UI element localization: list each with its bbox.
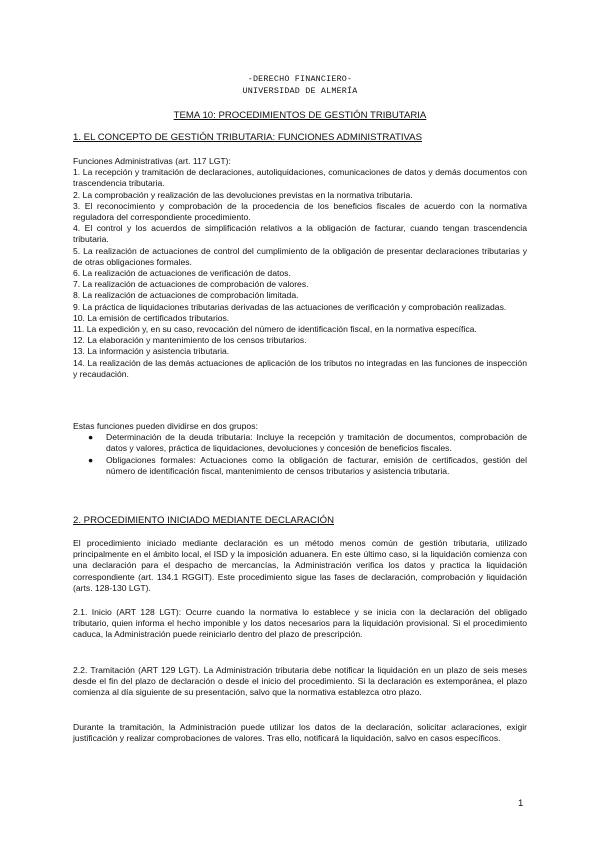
list-item: 3. El reconocimiento y comprobación de la procedencia de los beneficios fiscales de acuerdo con la normativa reguladora del correspondiente procedimiento. xyxy=(73,200,527,223)
list-item xyxy=(73,432,527,454)
list-item: 4. El control y los acuerdos de simplificación relativos a la obligación de facturar, cuando tengan trascendencia tributaria. xyxy=(73,223,527,245)
section2-heading: 2. PROCEDIMIENTO INICIADO MEDIANTE DECLARACIÓN xyxy=(73,515,335,526)
list-item: 6. La realización de actuaciones de verificación de datos. xyxy=(73,268,291,279)
section2-paragraph-3: 2.2. Tramitación (ART 129 LGT). La Administración tributaria debe notificar la liquidación en un plazo de seis meses desde el fin del plazo de declaración o desde el inicio del procedimiento. Si la declaración es extemporánea, el plazo comienza al día siguiente de su presentación, salvo que la normativa establezca otro plazo. xyxy=(73,665,527,698)
groups-intro: Estas funciones pueden dividirse en dos grupos: xyxy=(73,421,258,431)
section1-body xyxy=(73,156,527,380)
list-item: 5. La realización de actuaciones de control del cumplimiento de la obligación de presentar declaraciones tributarias y de otras obligaciones formales. xyxy=(73,245,527,267)
section2-paragraph-4: Durante la tramitación, la Administración puede utilizar los datos de la declaración, solicitar aclaraciones, exigir justificación y realizar comprobaciones de valores. Tras ello, notificará la liquidación, salvo en casos específicos. xyxy=(73,722,527,744)
document-title: TEMA 10: PROCEDIMIENTOS DE GESTIÓN TRIBUTARIA xyxy=(173,110,427,121)
list-item: 10. La emisión de certificados tributarios. xyxy=(73,312,230,323)
section1-heading: 1. EL CONCEPTO DE GESTIÓN TRIBUTARIA: FUNCIONES ADMINISTRATIVAS xyxy=(73,132,422,143)
list-item: 12. La elaboración y mantenimiento de los censos tributarios. xyxy=(73,335,307,346)
group-text: Obligaciones formales: Actuaciones como la obligación de facturar, emisión de certificados, gestión del número de identificación fiscal, mantenimiento de censos tributarios y asistencia tributaria. xyxy=(106,454,527,476)
section2-paragraph-2: 2.1. Inicio (ART 128 LGT): Ocurre cuando la normativa lo establece y se inicia con la declaración del obligado tributario, quien informa el hecho imponible y los datos necesarios para la liquidación provisional. Si el procedimiento caduca, la Administración puede reiniciarlo dentro del plazo de prescripción. xyxy=(73,607,527,640)
header-university: UNIVERSIDAD DE ALMERÍA xyxy=(242,86,358,96)
list-item: 14. La realización de las demás actuaciones de aplicación de los tributos no integradas en las funciones de inspección y recaudación. xyxy=(73,357,527,379)
bullet-icon: ● xyxy=(88,454,94,465)
list-item: 2. La comprobación y realización de las devoluciones previstas en la normativa tributaria. xyxy=(73,189,413,200)
functions-intro: Funciones Administrativas (art. 117 LGT): xyxy=(73,156,231,166)
section2-paragraph-1: El procedimiento iniciado mediante declaración es un método menos común de gestión tributaria, utilizado principalmente en el ámbito local, el ISD y la imposición aduanera. En este último caso, si la liquidación comienza con una declaración para el despacho de mercancías, la Administración verifica los datos y practica la liquidación correspondiente (art. 134.1 RGGIT). Este procedimiento sigue las fases de declaración, comprobación y liquidación (arts. 128-130 LGT). xyxy=(73,538,527,593)
list-item: 1. La recepción y tramitación de declaraciones, autoliquidaciones, comunicaciones de datos y demás documentos con trascendencia tributaria. xyxy=(73,167,527,189)
groups-block xyxy=(73,421,527,477)
functions-list xyxy=(73,167,527,380)
list-item: 7. La realización de actuaciones de comprobación de valores. xyxy=(73,279,309,290)
groups-list xyxy=(73,432,527,477)
page-number: 1 xyxy=(518,798,524,809)
list-item xyxy=(73,455,527,477)
list-item: 8. La realización de actuaciones de comprobación limitada. xyxy=(73,290,299,301)
bullet-icon: ● xyxy=(88,432,94,443)
list-item: 13. La información y asistencia tributaria. xyxy=(73,346,230,357)
header-subject: -DERECHO FINANCIERO- xyxy=(247,74,353,84)
list-item: 9. La práctica de liquidaciones tributarias derivadas de las actuaciones de verificación y comprobación realizadas. xyxy=(73,301,507,312)
list-item: 11. La expedición y, en su caso, revocación del número de identificación fiscal, en la normativa específica. xyxy=(73,324,477,335)
group-text: Determinación de la deuda tributaria: Incluye la recepción y tramitación de documentos, comprobación de datos y valores, práctica de liquidaciones, devoluciones y concesión de beneficios fiscales. xyxy=(106,432,527,454)
